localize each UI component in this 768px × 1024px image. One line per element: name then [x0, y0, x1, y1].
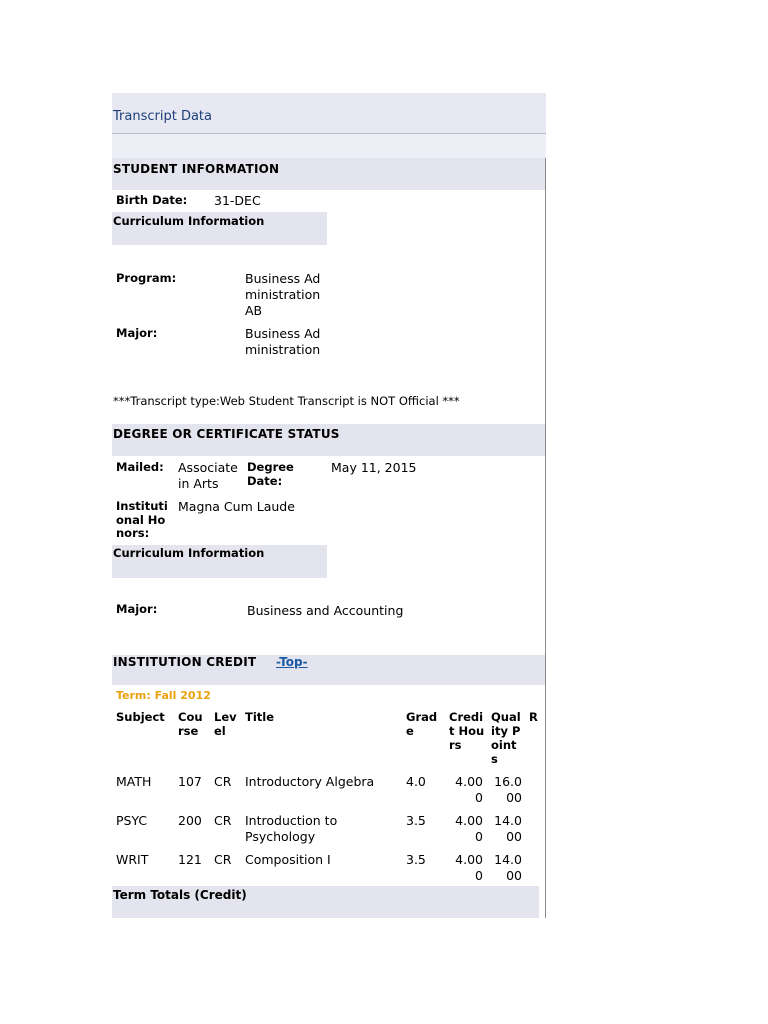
- honors-label: Institutional Honors:: [116, 499, 168, 540]
- col-subject: Subject: [116, 710, 165, 724]
- honors-value: Magna Cum Laude: [178, 499, 295, 514]
- content-right-border: [545, 158, 546, 918]
- table-row-2-credit-hours: 4.000: [455, 813, 483, 844]
- major-value-2: Business and Accounting: [247, 603, 404, 618]
- degree-date-value: May 11, 2015: [331, 460, 417, 475]
- col-title: Title: [245, 710, 275, 724]
- degree-date-label: Degree Date:: [247, 460, 294, 488]
- mailed-value: Associate in Arts: [178, 460, 238, 491]
- table-row-3-subject: WRIT: [116, 852, 149, 867]
- degree-status-heading: DEGREE OR CERTIFICATE STATUS: [113, 427, 340, 441]
- page-title: Transcript Data: [113, 109, 212, 124]
- top-link[interactable]: -Top-: [276, 655, 308, 669]
- term-totals-label: Term Totals (Credit): [113, 888, 247, 902]
- page-title-band-lower: [112, 134, 546, 158]
- mailed-label: Mailed:: [116, 460, 164, 474]
- table-row-3-grade: 3.5: [406, 852, 426, 867]
- col-r: R: [529, 710, 538, 724]
- institution-credit-heading: INSTITUTION CREDIT: [113, 655, 257, 669]
- major-label-2: Major:: [116, 602, 158, 616]
- col-credit-hours: Credit Hours: [449, 710, 485, 752]
- table-row-3-credit-hours: 4.000: [455, 852, 483, 883]
- table-row-1-subject: MATH: [116, 774, 152, 789]
- table-row-2-subject: PSYC: [116, 813, 148, 828]
- table-row-2-level: CR: [214, 813, 232, 828]
- table-row-3-course: 121: [178, 852, 202, 867]
- table-row-2-title: Introduction to Psychology: [245, 813, 338, 844]
- curriculum-info-heading-1: Curriculum Information: [113, 214, 265, 228]
- table-row-2-quality-points: 14.000: [494, 813, 522, 844]
- major-label-1: Major:: [116, 326, 158, 340]
- birth-date-label: Birth Date:: [116, 193, 188, 207]
- table-row-3-level: CR: [214, 852, 232, 867]
- program-label: Program:: [116, 271, 177, 285]
- col-grade: Grade: [406, 710, 438, 738]
- table-row-2-grade: 3.5: [406, 813, 426, 828]
- table-row-1-quality-points: 16.000: [494, 774, 522, 805]
- table-row-1-level: CR: [214, 774, 232, 789]
- col-quality-points: Quality Points: [491, 710, 521, 766]
- transcript-type-note: ***Transcript type:Web Student Transcript is NOT Official ***: [113, 394, 460, 408]
- major-value-1: Business Administration: [245, 326, 321, 357]
- table-row-1-credit-hours: 4.000: [455, 774, 483, 805]
- table-row-1-grade: 4.0: [406, 774, 426, 789]
- table-row-1-title: Introductory Algebra: [245, 774, 375, 789]
- program-value: Business Administration AB: [245, 271, 321, 318]
- table-row-2-course: 200: [178, 813, 202, 828]
- col-course: Course: [178, 710, 203, 738]
- student-info-heading: STUDENT INFORMATION: [113, 162, 280, 176]
- table-row-1-course: 107: [178, 774, 202, 789]
- term-label: Term: Fall 2012: [116, 689, 211, 702]
- birth-date-value: 31-DEC: [214, 193, 261, 208]
- col-level: Level: [214, 710, 237, 738]
- table-row-3-title: Composition I: [245, 852, 331, 867]
- table-row-3-quality-points: 14.000: [494, 852, 522, 883]
- curriculum-info-heading-2: Curriculum Information: [113, 546, 265, 560]
